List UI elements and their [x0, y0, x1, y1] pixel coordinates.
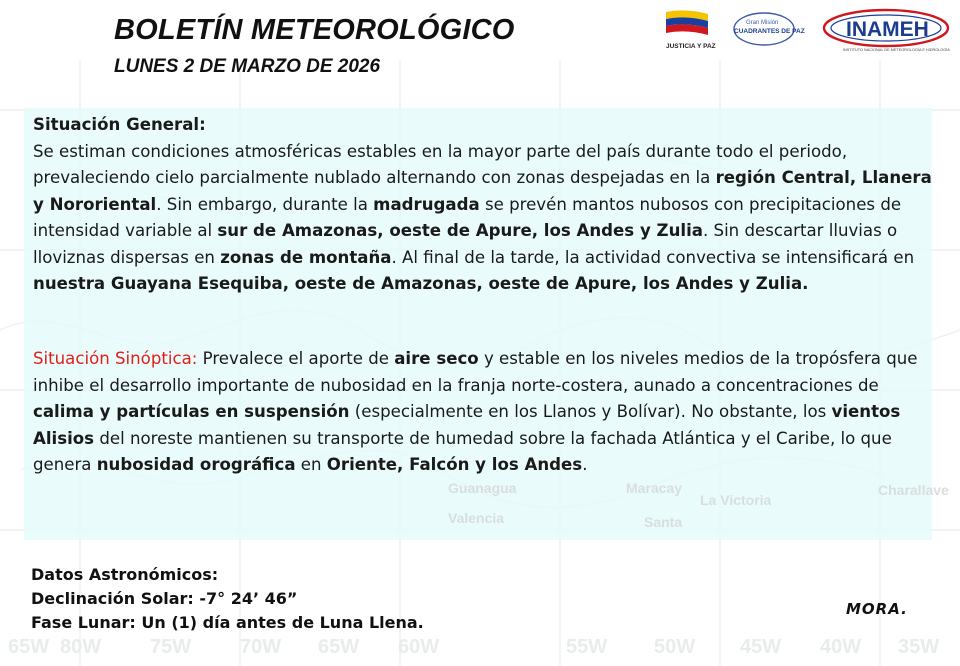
bulletin-date: LUNES 2 DE MARZO DE 2026 [114, 56, 381, 77]
sinoptica-bold-5: Oriente, Falcón y los Andes [326, 455, 583, 474]
inameh-sub-label: INSTITUTO NACIONAL DE METEOROLOGÍA E HIDROLOGÍA [843, 48, 950, 52]
sinoptica-bold-1: aire seco [394, 349, 479, 368]
lon-label: 75W [150, 636, 192, 658]
general-text-2: . Sin embargo, durante la [156, 194, 374, 214]
general-bold-5: nuestra Guayana Esequiba, oeste de Amazonas, oeste de Apure, los Andes y Zulia. [33, 274, 809, 293]
venezuela-flag-logo [666, 10, 716, 50]
situacion-general-heading: Situación General: [33, 115, 206, 134]
situacion-sinoptica [33, 346, 933, 479]
sinoptica-bold-2: calima y partículas en suspensión [33, 402, 350, 421]
sinoptica-bold-4: nubosidad orográfica [96, 455, 296, 474]
signature: MORA. [846, 600, 908, 618]
lon-label: 45W [740, 636, 782, 658]
mision-top-label: Gran Misión [746, 20, 779, 26]
situacion-general [33, 112, 933, 298]
general-bold-3: sur de Amazonas, oeste de Apure, los Andes y Zulia [217, 221, 703, 240]
place-label: La Victoria [700, 492, 772, 508]
place-label: Santa [644, 514, 683, 530]
sinoptica-text-1: Prevalece el aporte de [197, 349, 395, 368]
bulletin-title: BOLETÍN METEOROLÓGICO [114, 14, 515, 46]
general-bold-4: zonas de montaña [220, 247, 392, 267]
lon-label: 60W [398, 636, 440, 658]
datos-astronomicos [31, 563, 424, 635]
mision-main-label: CUADRANTES DE PAZ [734, 28, 805, 35]
inameh-label: INAMEH [846, 18, 929, 41]
situacion-sinoptica-heading: Situación Sinóptica: [33, 349, 198, 368]
lon-label: 65W [318, 636, 360, 658]
lon-label: 70W [240, 636, 282, 658]
general-text-4: . Sin descartar lluvias o lloviznas dispersas en [33, 221, 898, 267]
general-bold-1: región Central, Llanera y Nororiental [33, 168, 932, 214]
general-text-1: Se estiman condiciones atmosféricas estables en la mayor parte del país durante todo el periodo, prevaleciendo cielo parcialmente nublado alternando con zonas despejadas en la [33, 141, 848, 187]
lon-label: 35W [898, 636, 940, 658]
place-label: Guanagua [448, 480, 517, 496]
logos-bar [660, 6, 956, 56]
cuadrantes-logo [734, 13, 805, 45]
lon-label: 40W [820, 636, 862, 658]
sinoptica-text-3: (especialmente en los Llanos y Bolívar). No obstante, los [349, 402, 832, 421]
place-label: Maracay [626, 480, 683, 496]
astro-declination: Declinación Solar: -7° 24’ 46” [31, 589, 298, 608]
map-longitude-labels [0, 636, 960, 662]
sinoptica-text-4: del noreste mantienen su transporte de humedad sobre la fachada Atlántica y el Caribe, lo que genera [33, 428, 892, 474]
inameh-logo [824, 10, 950, 52]
astro-lunar: Fase Lunar: Un (1) día antes de Luna Llena. [31, 613, 424, 632]
place-label: Charallave [878, 482, 949, 498]
general-text-3: se prevén mantos nubosos con precipitaciones de intensidad variable al [33, 194, 902, 240]
sinoptica-text-2: y estable en los niveles medios de la tropósfera que inhibe el desarrollo importante de nubosidad en la franja norte-costera, aunado a concentraciones de [33, 349, 918, 395]
general-bold-2: madrugada [373, 194, 480, 214]
sinoptica-text-6: . [582, 455, 588, 474]
sinoptica-bold-3: vientos Alisios [33, 402, 901, 448]
justicia-label: JUSTICIA Y PAZ [666, 43, 716, 50]
astro-heading: Datos Astronómicos: [31, 565, 219, 584]
place-label: Valencia [448, 510, 505, 526]
lon-label: 55W [566, 636, 608, 658]
lon-label: 50W [654, 636, 696, 658]
sinoptica-text-5: en [295, 455, 327, 474]
general-text-5: . Al final de la tarde, la actividad convectiva se intensificará en [391, 247, 915, 267]
lon-label: 80W [60, 636, 102, 658]
lon-label: 65W [8, 636, 50, 658]
